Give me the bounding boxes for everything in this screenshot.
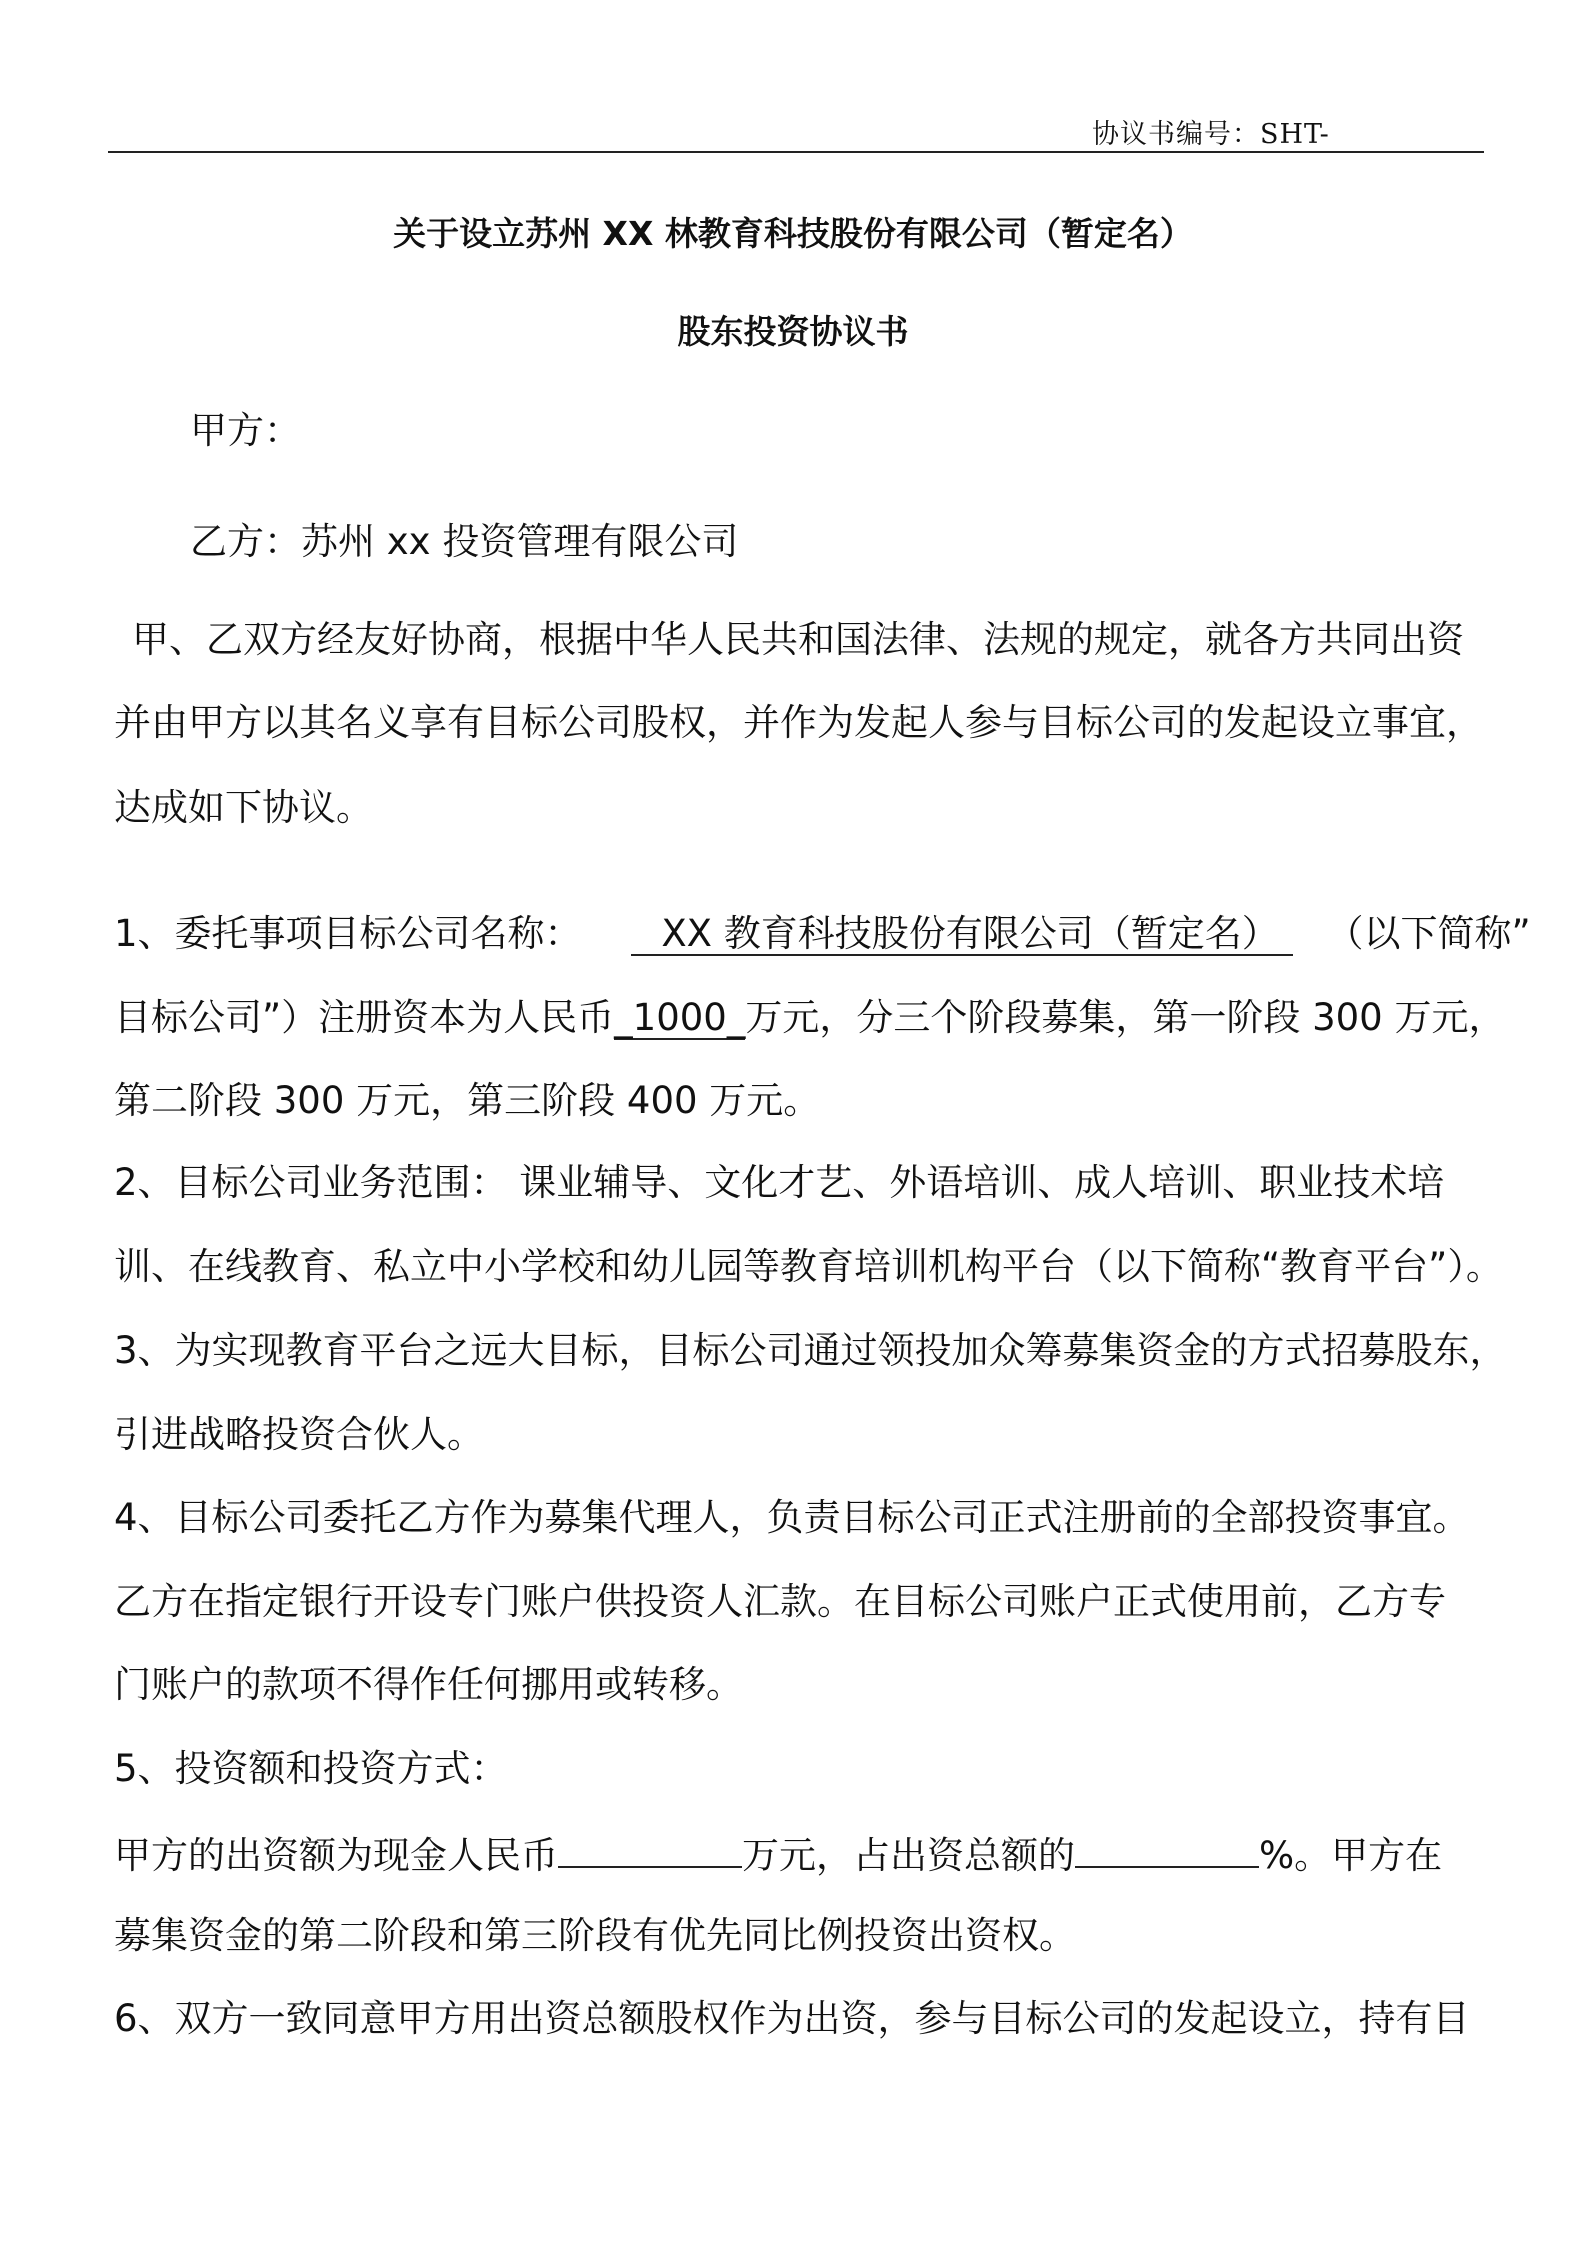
preamble-line: 达成如下协议。 (114, 786, 373, 829)
agreement-number: 协议书编号：SHT- (1092, 119, 1330, 150)
clause-2-line: 2、目标公司业务范围： 课业辅导、文化才艺、外语培训、成人培训、职业技术培 (114, 1161, 1445, 1204)
document-subtitle: 股东投资协议书 (677, 312, 909, 351)
clause-1-line (114, 911, 1531, 957)
document-title: 关于设立苏州 XX 林教育科技股份有限公司（暂定名） (393, 214, 1193, 253)
investment-amount-blank[interactable] (558, 1830, 742, 1868)
clause-2-line: 训、在线教育、私立中小学校和幼儿园等教育培训机构平台（以下简称“教育平台”）。 (114, 1245, 1503, 1288)
clause-5-line: 甲方的出资额为现金人民币 万元，占出资总额的 %。甲方在 (114, 1830, 1442, 1879)
clause-1-lead: 1、委托事项目标公司名称： (114, 912, 582, 955)
clause-1-line: 目标公司”）注册资本为人民币_1000_万元，分三个阶段募集，第一阶段 300 万元， (114, 996, 1506, 1039)
clause-4-line: 门账户的款项不得作任何挪用或转移。 (114, 1663, 743, 1706)
company-name-field: XX 教育科技股份有限公司（暂定名） (631, 914, 1292, 956)
header-divider (108, 151, 1484, 153)
clause-3-line: 3、为实现教育平台之远大目标，目标公司通过领投加众筹募集资金的方式招募股东， (114, 1329, 1507, 1372)
clause-5-line: 募集资金的第二阶段和第三阶段有优先同比例投资出资权。 (114, 1914, 1076, 1957)
clause-6-line: 6、双方一致同意甲方用出资总额股权作为出资，参与目标公司的发起设立，持有目 (114, 1997, 1470, 2040)
clause-4-line: 乙方在指定银行开设专门账户供投资人汇款。在目标公司账户正式使用前，乙方专 (114, 1580, 1446, 1623)
party-a: 甲方： (190, 409, 301, 452)
clause-3-line: 引进战略投资合伙人。 (114, 1413, 484, 1456)
investment-percent-blank[interactable] (1075, 1830, 1259, 1868)
registered-capital-field: _1000_ (614, 996, 746, 1039)
clause-1-tail: （以下简称” (1326, 912, 1531, 955)
clause-4-line: 4、目标公司委托乙方作为募集代理人，负责目标公司正式注册前的全部投资事宜。 (114, 1496, 1470, 1539)
clause-5-heading: 5、投资额和投资方式： (114, 1747, 508, 1790)
party-b: 乙方：苏州 xx 投资管理有限公司 (190, 520, 739, 563)
preamble-line: 甲、乙双方经友好协商，根据中华人民共和国法律、法规的规定，就各方共同出资 (132, 618, 1464, 661)
clause-1-line: 第二阶段 300 万元，第三阶段 400 万元。 (114, 1079, 821, 1122)
preamble-line: 并由甲方以其名义享有目标公司股权，并作为发起人参与目标公司的发起设立事宜， (114, 701, 1483, 744)
